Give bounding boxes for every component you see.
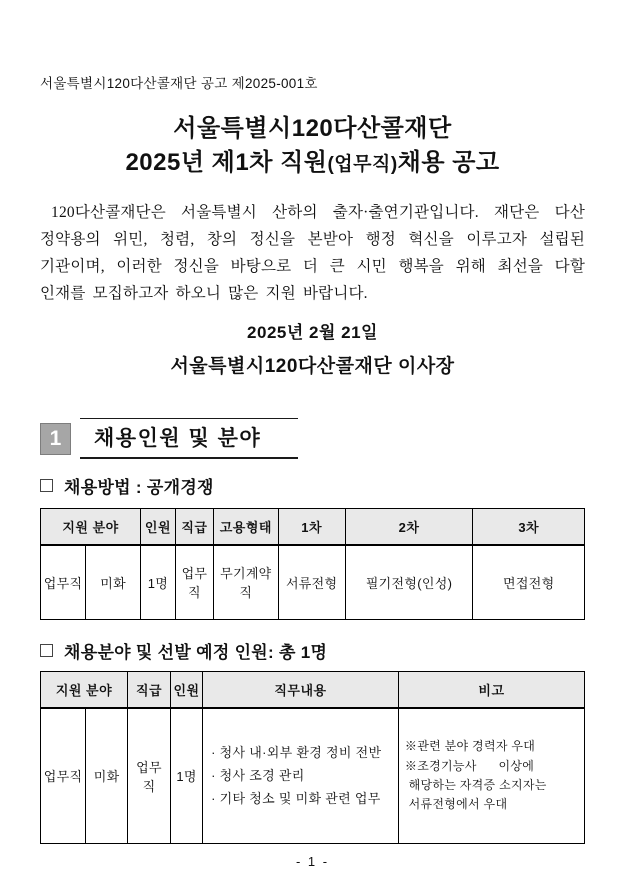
t1-cell-stage2: 필기전형(인성): [345, 545, 473, 619]
section-number-box: 1: [40, 423, 71, 455]
table-row: [41, 545, 585, 619]
title-line-2-prefix: 2025년 제1차 직원: [125, 149, 328, 177]
t2-cell-field-group: 업무직: [41, 708, 86, 844]
title-line-2-paren: (업무직): [327, 154, 398, 176]
duty-line: · 기타 청소 및 미화 관련 업무: [211, 791, 381, 807]
remark-line: ※관련 분야 경력자 우대: [404, 739, 536, 754]
t2-header-remarks: 비고: [398, 671, 584, 708]
recruit-field-text: 채용분야 및 선발 예정 인원: 총 1명: [64, 642, 328, 662]
table-row: [41, 708, 585, 844]
signature-line: 서울특별시120다산콜재단 이사장: [170, 356, 455, 378]
t2-header-duties: 직무내용: [203, 671, 399, 708]
t1-header-grade: 직급: [175, 509, 213, 546]
intro-paragraph: 120다산콜재단은 서울특별시 산하의 출자·출연기관입니다. 재단은 다산 정약용의 위민, 청렴, 창의 정신을 본받아 행정 혁신을 이루고자 설립된 기관이며, 이러한 정신을 바탕으로 더 큰 시민 행복을 위해 최선을 다할 인재를 모집하고자 하오니 많은 지원 바랍니다.: [40, 204, 585, 303]
t2-header-row: [41, 671, 585, 708]
section-1-heading: [40, 418, 585, 459]
main-title: [40, 112, 585, 180]
t1-cell-employment-type: 무기계약직: [213, 545, 278, 619]
page-number: - 1 -: [295, 854, 330, 869]
duty-line: · 청사 내·외부 환경 정비 전반: [211, 744, 382, 760]
t2-cell-remarks: [398, 708, 584, 844]
t1-header-employment-type: 고용형태: [213, 509, 278, 546]
t1-header-row: [41, 509, 585, 546]
square-bullet-icon: [40, 644, 53, 657]
recruit-field-label: [40, 638, 585, 663]
t1-cell-field-detail: 미화: [86, 545, 141, 619]
t1-header-stage2: 2차: [345, 509, 473, 546]
t1-cell-stage1: 서류전형: [278, 545, 345, 619]
doc-number: 서울특별시120다산콜재단 공고 제2025-001호: [40, 76, 318, 91]
t1-header-field: 지원 분야: [41, 509, 141, 546]
recruitment-overview-table: [40, 508, 585, 620]
t1-cell-stage3: 면접전형: [473, 545, 585, 619]
title-line-1: 서울특별시120다산콜재단: [173, 115, 452, 142]
t2-cell-duties: [203, 708, 399, 844]
remark-line: ※조경기능사 이상에: [404, 758, 535, 773]
t1-header-stage3: 3차: [473, 509, 585, 546]
t2-cell-grade: 업무직: [128, 708, 171, 844]
t1-cell-field-group: 업무직: [41, 545, 86, 619]
t1-header-headcount: 인원: [141, 509, 176, 546]
announcement-date: 2025년 2월 21일: [247, 323, 378, 343]
remark-line: 해당하는 자격증 소지자는: [404, 777, 547, 792]
square-bullet-icon: [40, 479, 53, 492]
section-1-title: 채용인원 및 분야: [80, 418, 298, 459]
t1-cell-grade: 업무직: [175, 545, 213, 619]
recruit-method-text: 채용방법 : 공개경쟁: [64, 478, 214, 498]
t2-header-grade: 직급: [128, 671, 171, 708]
title-line-2-suffix: 채용 공고: [397, 149, 500, 177]
t2-header-headcount: 인원: [170, 671, 202, 708]
remark-line: 서류전형에서 우대: [404, 796, 508, 811]
job-detail-table: [40, 671, 585, 845]
t2-header-field: 지원 분야: [41, 671, 128, 708]
t1-cell-headcount: 1명: [141, 545, 176, 619]
duty-line: · 청사 조경 관리: [211, 768, 305, 784]
t1-header-stage1: 1차: [278, 509, 345, 546]
recruit-method-label: [40, 473, 585, 498]
t2-cell-headcount: 1명: [170, 708, 202, 844]
title-line-2: [40, 146, 585, 180]
t2-cell-field-detail: 미화: [86, 708, 128, 844]
